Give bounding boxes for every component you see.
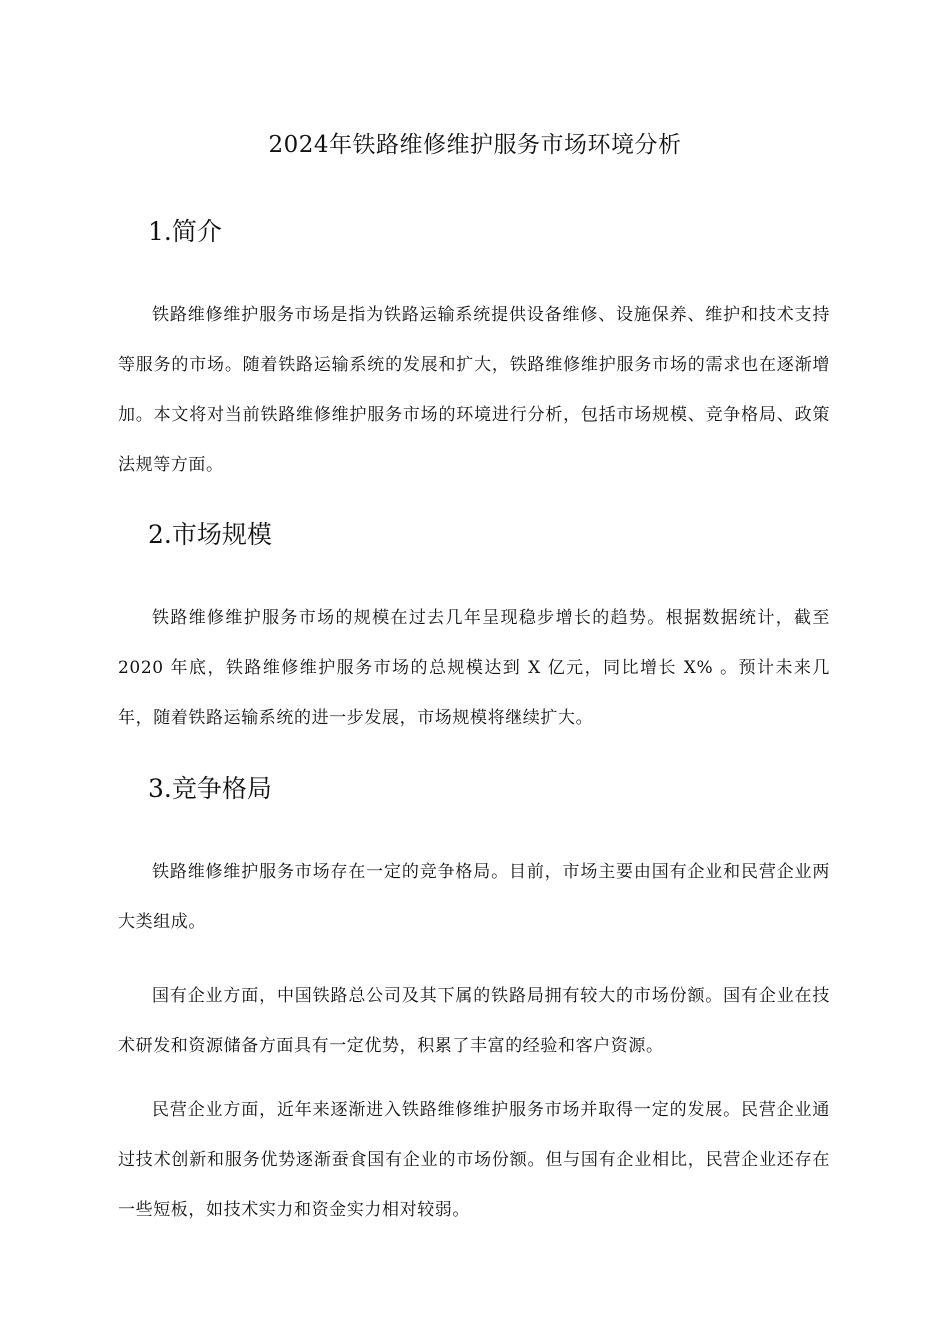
paragraph-intro: 铁路维修维护服务市场是指为铁路运输系统提供设备维修、设施保养、维护和技术支持等服务的市场。随着铁路运输系统的发展和扩大，铁路维修维护服务市场的需求也在逐渐增加。本文将对当前铁路维修维护服务市场的环境进行分析，包括市场规模、竞争格局、政策法规等方面。 bbox=[118, 305, 830, 475]
paragraph-state-owned: 国有企业方面，中国铁路总公司及其下属的铁路局拥有较大的市场份额。国有企业在技术研发和资源储备方面具有一定优势，积累了丰富的经验和客户资源。 bbox=[118, 986, 830, 1056]
section-heading-competition: 3.竞争格局 bbox=[148, 774, 272, 803]
paragraph-market-size: 铁路维修维护服务市场的规模在过去几年呈现稳步增长的趋势。根据数据统计，截至 2020 年底，铁路维修维护服务市场的总规模达到 X 亿元，同比增长 X% 。预计未来几年，随着铁路运输系统的进一步发展，市场规模将继续扩大。 bbox=[118, 608, 830, 728]
paragraph-competition-overview: 铁路维修维护服务市场存在一定的竞争格局。目前，市场主要由国有企业和民营企业两大类组成。 bbox=[118, 862, 830, 932]
paragraph-private: 民营企业方面，近年来逐渐进入铁路维修维护服务市场并取得一定的发展。民营企业通过技术创新和服务优势逐渐蚕食国有企业的市场份额。但与国有企业相比，民营企业还存在一些短板，如技术实力和资金实力相对较弱。 bbox=[118, 1100, 830, 1220]
section-heading-intro: 1.简介 bbox=[148, 217, 222, 246]
document-title: 2024年铁路维修维护服务市场环境分析 bbox=[268, 132, 682, 158]
section-heading-market-size: 2.市场规模 bbox=[148, 520, 272, 549]
